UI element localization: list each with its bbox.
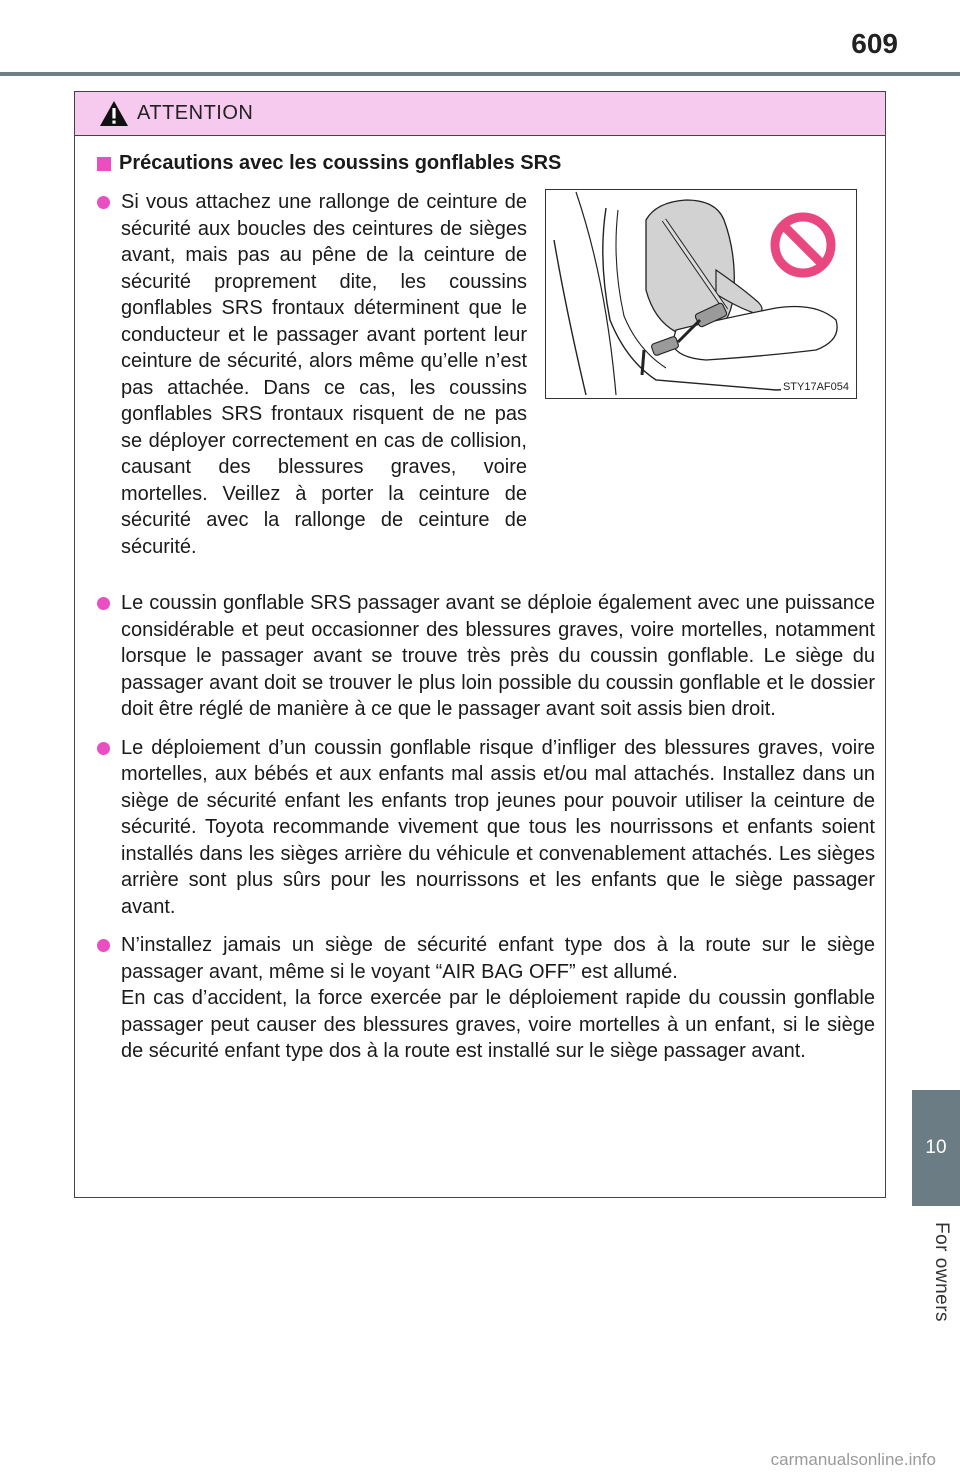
prohibition-icon [768,210,838,280]
watermark: carmanualsonline.info [770,1450,936,1469]
bullet-paragraph: Le déploiement d’un coussin gonflable risque d’infliger des blessures graves, voire mortelles, aux bébés et aux enfants mal assis et/ou mal attachés. Installez dans un siège de sécurité enfant les enfants trop jeunes pour pouvoir utiliser la ceinture de sécurité. Toyota recommande vivement que tous les nourrissons et enfants soient installés dans les sièges arrière du véhicule et convenablement attachés. Les sièges arrière sont plus sûrs pour les nourrissons et les enfants que le siège passager avant. [121,736,875,918]
bullet-item [97,735,875,921]
bullet-paragraph: N’installez jamais un siège de sécurité enfant type dos à la route sur le siège passager avant, même si le voyant “AIR BAG OFF” est allumé. [121,934,875,983]
bullet-item [97,590,875,723]
bullet-item [97,189,527,560]
figure-code: STY17AF054 [782,381,849,393]
section-heading [97,152,875,175]
caution-body [75,136,885,1065]
section-heading-text: Précautions avec les coussins gonflables SRS [119,152,562,174]
chapter-tab [912,1090,960,1206]
round-bullet-icon [97,196,110,209]
caution-header [75,92,885,136]
bullet-paragraph: Le coussin gonflable SRS passager avant se déploie également avec une puissance considérable et peut occasionner des blessures graves, voire mortelles, notamment lorsque le passager avant se trouve très près du coussin gonflable. Le siège du passager avant doit se trouver le plus loin possible du coussin gonflable et le dossier doit être réglé de manière à ce que le passager avant soit assis bien droit. [121,592,875,720]
caution-title: ATTENTION [137,102,254,124]
round-bullet-icon [97,742,110,755]
header-rule [0,72,960,76]
round-bullet-icon [97,597,110,610]
warning-triangle-icon [99,100,129,127]
first-bullet-block [97,189,875,572]
caution-box [74,91,886,1198]
chapter-label: For owners [931,1222,952,1323]
round-bullet-icon [97,939,110,952]
square-bullet-icon [97,157,111,171]
bullet-paragraph: En cas d’accident, la force exercée par le déploiement rapide du coussin gonflable passager peut causer des blessures graves, voire mortelles à un enfant, si le siège de sécurité enfant type dos à la route est installé sur le siège passager avant. [121,987,875,1062]
bullet-item [97,932,875,1065]
chapter-number: 10 [925,1137,947,1158]
bullet-paragraph: Si vous attachez une rallonge de ceinture de sécurité aux boucles des ceintures de sièges avant, mais pas au pêne de la ceinture de sécurité proprement dite, les coussins gonflables SRS frontaux déterminent que le conducteur et le passager avant portent leur ceinture de sécurité, alors même qu’elle n’est pas attachée. Dans ce cas, les coussins gonflables SRS frontaux risquent de ne pas se déployer correctement en cas de collision, causant des blessures graves, voire mortelles. Veillez à porter la ceinture de sécurité avec la rallonge de ceinture de sécurité. [121,191,527,558]
page-number: 609 [851,28,898,59]
seatbelt-illustration [545,189,857,399]
